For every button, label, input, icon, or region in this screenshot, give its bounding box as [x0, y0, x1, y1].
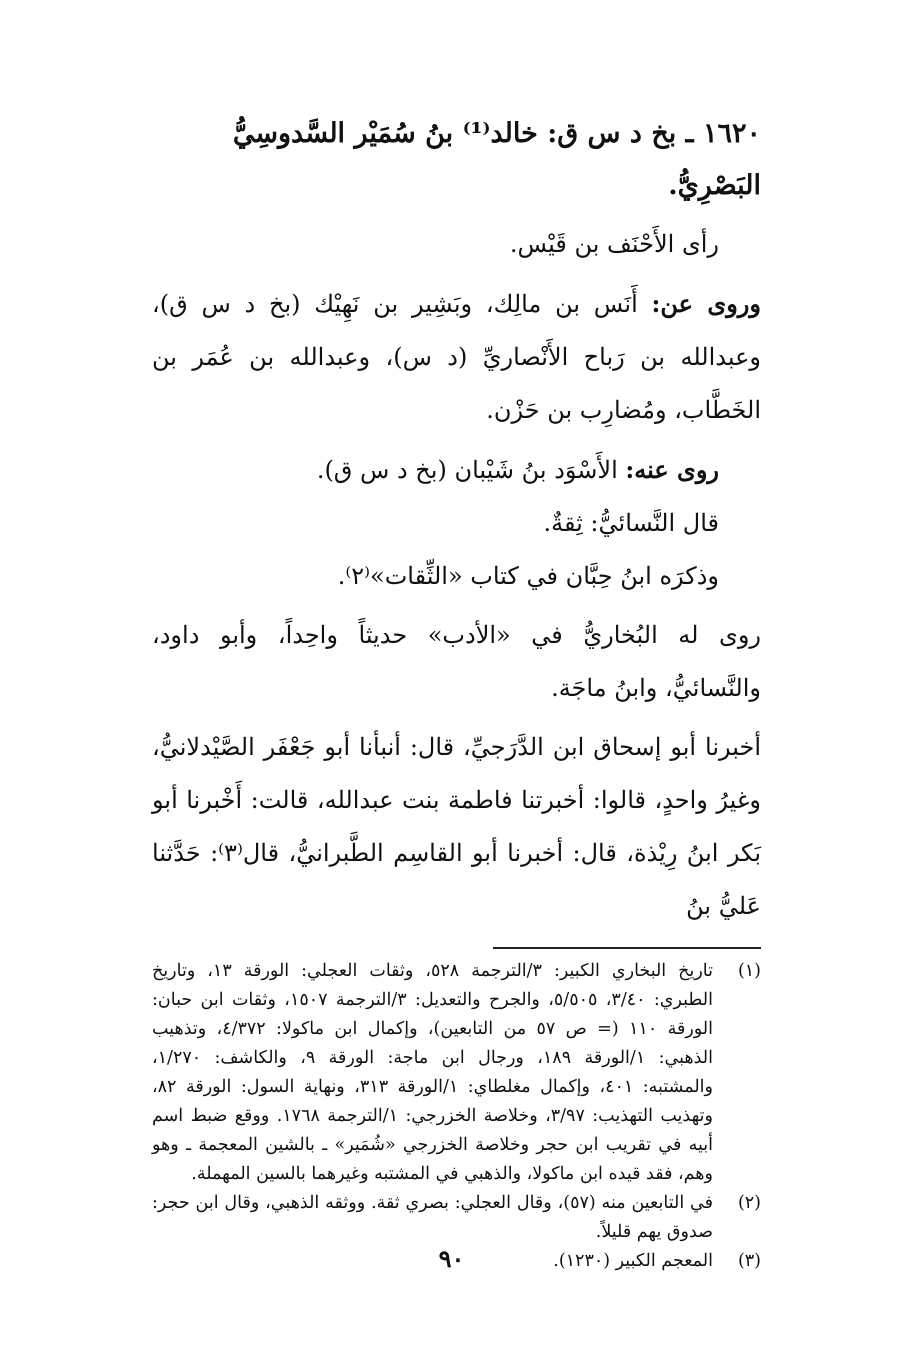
- page-number: ٩٠: [438, 1244, 465, 1273]
- footnote-divider: [493, 947, 761, 949]
- narrated-by-label: روى عنه:: [625, 455, 719, 484]
- footnote-2: [152, 1189, 761, 1247]
- footnote-text: في التابعين منه (٥٧)، وقال العجلي: بصري ثقة. ووثقه الذهبي، وقال ابن حجر: صدوق يهم قليلاً.: [152, 1193, 713, 1242]
- narrated-from-paragraph: [152, 277, 761, 437]
- footnote-text: تاريخ البخاري الكبير: ٣/الترجمة ٥٢٨، وثقات العجلي: الورقة ١٣، وتاريخ الطبري: ٣/٤٠، ٥/٥٠٥، والجرح والتعديل: ٣/الترجمة ١٥٠٧، وثقات ابن حبان: الورقة ١١٠ (= ص ٥٧ من التابعين)، وإكمال ابن ماكولا: ٤/٣٧٢، وتذهيب الذهبي: ١/الورقة ١٨٩، ورجال ابن ماجة: الورقة ٩، والكاشف: ١/٢٧٠، والمشتبه: ٤٠١، وإكمال مغلطاي: ١/الورقة ٣١٣، ونهاية السول: الورقة ٨٢، وتهذيب التهذيب: ٣/٩٧، وخلاصة الخزرجي: ١/الترجمة ١٧٦٨. ووقع ضبط اسم أبيه في تقريب ابن حجر وخلاصة الخزرجي «شُمَير» ـ بالشين المعجمة ـ وهو وهم، فقد قيده ابن ماكولا، والذهبي في المشتبه وغيرهما بالسين المهملة.: [152, 961, 713, 1184]
- narrated-him-paragraph: روى له البُخاريُّ في «الأدب» حديثاً واحِداً، وأبو داود، والنَّسائيُّ، وابنُ ماجَة.: [152, 621, 761, 702]
- footnote-number: (٢): [737, 1193, 761, 1213]
- entry-title: ١٦٢٠ ـ بخ د س ق: خالد⁽¹⁾ بنُ سُمَيْر السَّدوسِيُّ البَصْرِيُّ.: [232, 118, 761, 201]
- ibn-hibban-line: وذكرَه ابنُ حِبَّان في كتاب «الثِّقات»⁽٢⁾.: [337, 562, 719, 590]
- isnad-paragraph: أخبرنا أبو إسحاق ابن الدَّرَجيِّ، قال: أنبأنا أبو جَعْفَر الصَّيْدلانيُّ، وغيرُ واحدٍ، قالوا: أخبرتنا فاطمة بنت عبدالله، قالت: أَخْبرنا أبو بَكر ابنُ رِيْذة، قال: أخبرنا أبو القاسِم الطَّبرانيُّ، قال⁽٣⁾: حَدَّثنا عَليُّ بنُ: [152, 733, 761, 920]
- narrated-by-text: الأَسْوَد بنُ شَيْبان (بخ د س ق).: [316, 456, 618, 484]
- narrated-from-label: وروى عن:: [651, 289, 761, 318]
- narrated-by-paragraph: [152, 443, 761, 497]
- footnote-number: (١): [737, 961, 761, 981]
- footnote-1: [152, 957, 761, 1189]
- narrated-from-text: أَنَس بن مالِك، وبَشِير بن نَهِيْك (بخ د س ق)، وعبدالله بن رَباح الأَنْصاريِّ (د س)، وعبدالله بن عُمَر بن الخَطَّاب، ومُضارِب بن حَزْن.: [152, 290, 761, 424]
- footnote-number: (٣): [737, 1251, 761, 1271]
- footnotes: [152, 957, 761, 1276]
- nasai-line: قال النَّسائيُّ: ثِقةٌ.: [543, 509, 719, 537]
- footnote-text: المعجم الكبير (١٢٣٠).: [553, 1251, 713, 1271]
- saw-line: رأى الأَحْنَف بن قَيْس.: [509, 230, 719, 258]
